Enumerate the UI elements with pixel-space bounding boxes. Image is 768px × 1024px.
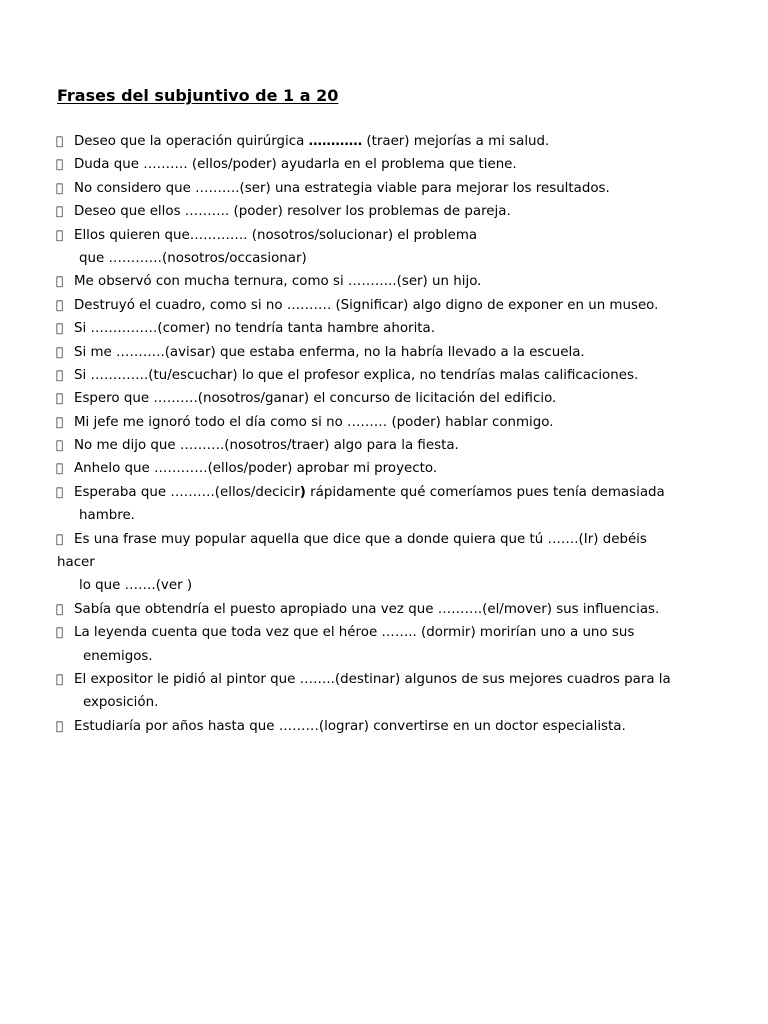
bullet-icon — [56, 621, 68, 644]
sentence-fragment: ) — [299, 484, 306, 500]
sentence-text — [74, 270, 481, 293]
sentence-item — [0, 528, 768, 551]
sentence-fragment: Esperaba que ……….(ellos/decicir — [74, 484, 300, 500]
sentence-text — [74, 224, 477, 247]
bullet-icon — [56, 457, 68, 480]
sentence-list — [0, 130, 768, 738]
sentence-fragment: El expositor le pidió al pintor que ……..(destinar) algunos de sus mejores cuadros para la — [74, 671, 671, 687]
sentence-fragment: Sabía que obtendría el puesto apropiado una vez que ……….(el/mover) sus influencias. — [74, 601, 660, 617]
sentence-fragment: Si me ………..(avisar) que estaba enferma, no la habría llevado a la escuela. — [74, 344, 585, 360]
bullet-icon — [56, 715, 68, 738]
sentence-text — [74, 294, 658, 317]
sentence-text — [74, 200, 511, 223]
bullet-icon — [56, 130, 68, 153]
sentence-item — [0, 668, 768, 691]
sentence-item — [0, 153, 768, 176]
sentence-fragment: (traer) mejorías a mi salud. — [362, 134, 550, 149]
sentence-text — [74, 715, 626, 738]
sentence-fragment: enemigos. — [83, 648, 153, 664]
sentence-fragment: Me observó con mucha ternura, como si ………..(ser) un hijo. — [74, 274, 482, 290]
bullet-icon — [56, 364, 68, 387]
bullet-icon — [56, 177, 68, 200]
sentence-text — [79, 574, 192, 597]
sentence-item — [0, 387, 768, 410]
sentence-text — [57, 551, 95, 574]
sentence-text — [74, 364, 638, 387]
sentence-text — [74, 177, 610, 200]
bullet-icon — [56, 387, 68, 410]
sentence-text — [74, 411, 554, 434]
sentence-text — [74, 668, 671, 691]
sentence-text — [74, 153, 517, 176]
sentence-continuation — [0, 247, 768, 270]
sentence-item — [0, 715, 768, 738]
sentence-item — [0, 224, 768, 247]
sentence-fragment: Si ……………(comer) no tendría tanta hambre ahorita. — [74, 321, 435, 337]
bullet-icon — [56, 598, 68, 621]
page-title: Frases del subjuntivo de 1 a 20 — [57, 86, 339, 105]
sentence-text — [79, 247, 307, 270]
bullet-icon — [56, 294, 68, 317]
sentence-text — [74, 481, 665, 504]
sentence-text — [74, 598, 659, 621]
sentence-item — [0, 364, 768, 387]
sentence-continuation — [0, 691, 768, 714]
sentence-text — [74, 457, 437, 480]
sentence-item — [0, 434, 768, 457]
sentence-fragment: Deseo que ellos ………. (poder) resolver los problemas de pareja. — [74, 204, 511, 220]
bullet-icon — [56, 341, 68, 364]
sentence-fragment: Ellos quieren que…………. (nosotros/solucionar) el problema — [74, 227, 478, 243]
sentence-item — [0, 341, 768, 364]
sentence-item — [0, 294, 768, 317]
sentence-continuation — [0, 574, 768, 597]
sentence-fragment: Es una frase muy popular aquella que dice que a donde quiera que tú …….(Ir) debéis — [74, 531, 647, 547]
bullet-icon — [56, 411, 68, 434]
sentence-text — [74, 130, 549, 153]
sentence-item — [0, 317, 768, 340]
sentence-text — [74, 317, 435, 340]
sentence-fragment: Deseo que la operación quirúrgica — [74, 134, 309, 149]
sentence-item — [0, 457, 768, 480]
sentence-fragment: Estudiaría por años hasta que ………(lograr) convertirse en un doctor especialista. — [74, 718, 626, 734]
sentence-fragment: No considero que ……….(ser) una estrategia viable para mejorar los resultados. — [74, 180, 610, 196]
sentence-text — [74, 621, 634, 644]
sentence-text — [74, 434, 459, 457]
bullet-icon — [56, 481, 68, 504]
sentence-item — [0, 598, 768, 621]
sentence-fragment: Mi jefe me ignoró todo el día como si no ……… (poder) hablar conmigo. — [74, 414, 554, 430]
sentence-fragment: No me dijo que ……….(nosotros/traer) algo para la fiesta. — [74, 438, 459, 454]
sentence-item — [0, 177, 768, 200]
sentence-fragment: que …………(nosotros/occasionar) — [79, 250, 307, 266]
sentence-continuation — [0, 504, 768, 527]
sentence-item — [0, 621, 768, 644]
sentence-continuation — [0, 551, 768, 574]
sentence-fragment: hacer — [57, 555, 95, 571]
bullet-icon — [56, 434, 68, 457]
sentence-continuation — [0, 645, 768, 668]
sentence-item — [0, 270, 768, 293]
sentence-item — [0, 411, 768, 434]
sentence-fragment: Duda que ………. (ellos/poder) ayudarla en el problema que tiene. — [74, 157, 517, 173]
sentence-item — [0, 481, 768, 504]
sentence-text — [83, 645, 153, 668]
sentence-item — [0, 130, 768, 153]
bullet-icon — [56, 317, 68, 340]
sentence-text — [83, 691, 158, 714]
sentence-text — [74, 387, 556, 410]
sentence-fragment: exposición. — [83, 695, 159, 711]
sentence-fragment: lo que …….(ver ) — [79, 578, 193, 594]
sentence-fragment: Si ………….(tu/escuchar) lo que el profesor explica, no tendrías malas calificaciones. — [74, 367, 639, 383]
sentence-fragment: Espero que ……….(nosotros/ganar) el concurso de licitación del edificio. — [74, 391, 557, 407]
bullet-icon — [56, 200, 68, 223]
bullet-icon — [56, 270, 68, 293]
sentence-fragment: ………… — [308, 134, 363, 149]
sentence-fragment: rápidamente qué comeríamos pues tenía demasiada — [305, 484, 665, 500]
sentence-text — [74, 528, 647, 551]
sentence-fragment: Anhelo que …………(ellos/poder) aprobar mi proyecto. — [74, 461, 438, 477]
bullet-icon — [56, 224, 68, 247]
sentence-fragment: hambre. — [79, 508, 135, 524]
sentence-text — [79, 504, 135, 527]
bullet-icon — [56, 528, 68, 551]
sentence-text — [74, 341, 585, 364]
bullet-icon — [56, 153, 68, 176]
sentence-item — [0, 200, 768, 223]
bullet-icon — [56, 668, 68, 691]
sentence-fragment: Destruyó el cuadro, como si no ………. (Significar) algo digno de exponer en un museo. — [74, 297, 659, 313]
sentence-fragment: La leyenda cuenta que toda vez que el héroe …….. (dormir) morirían uno a uno sus — [74, 625, 635, 641]
